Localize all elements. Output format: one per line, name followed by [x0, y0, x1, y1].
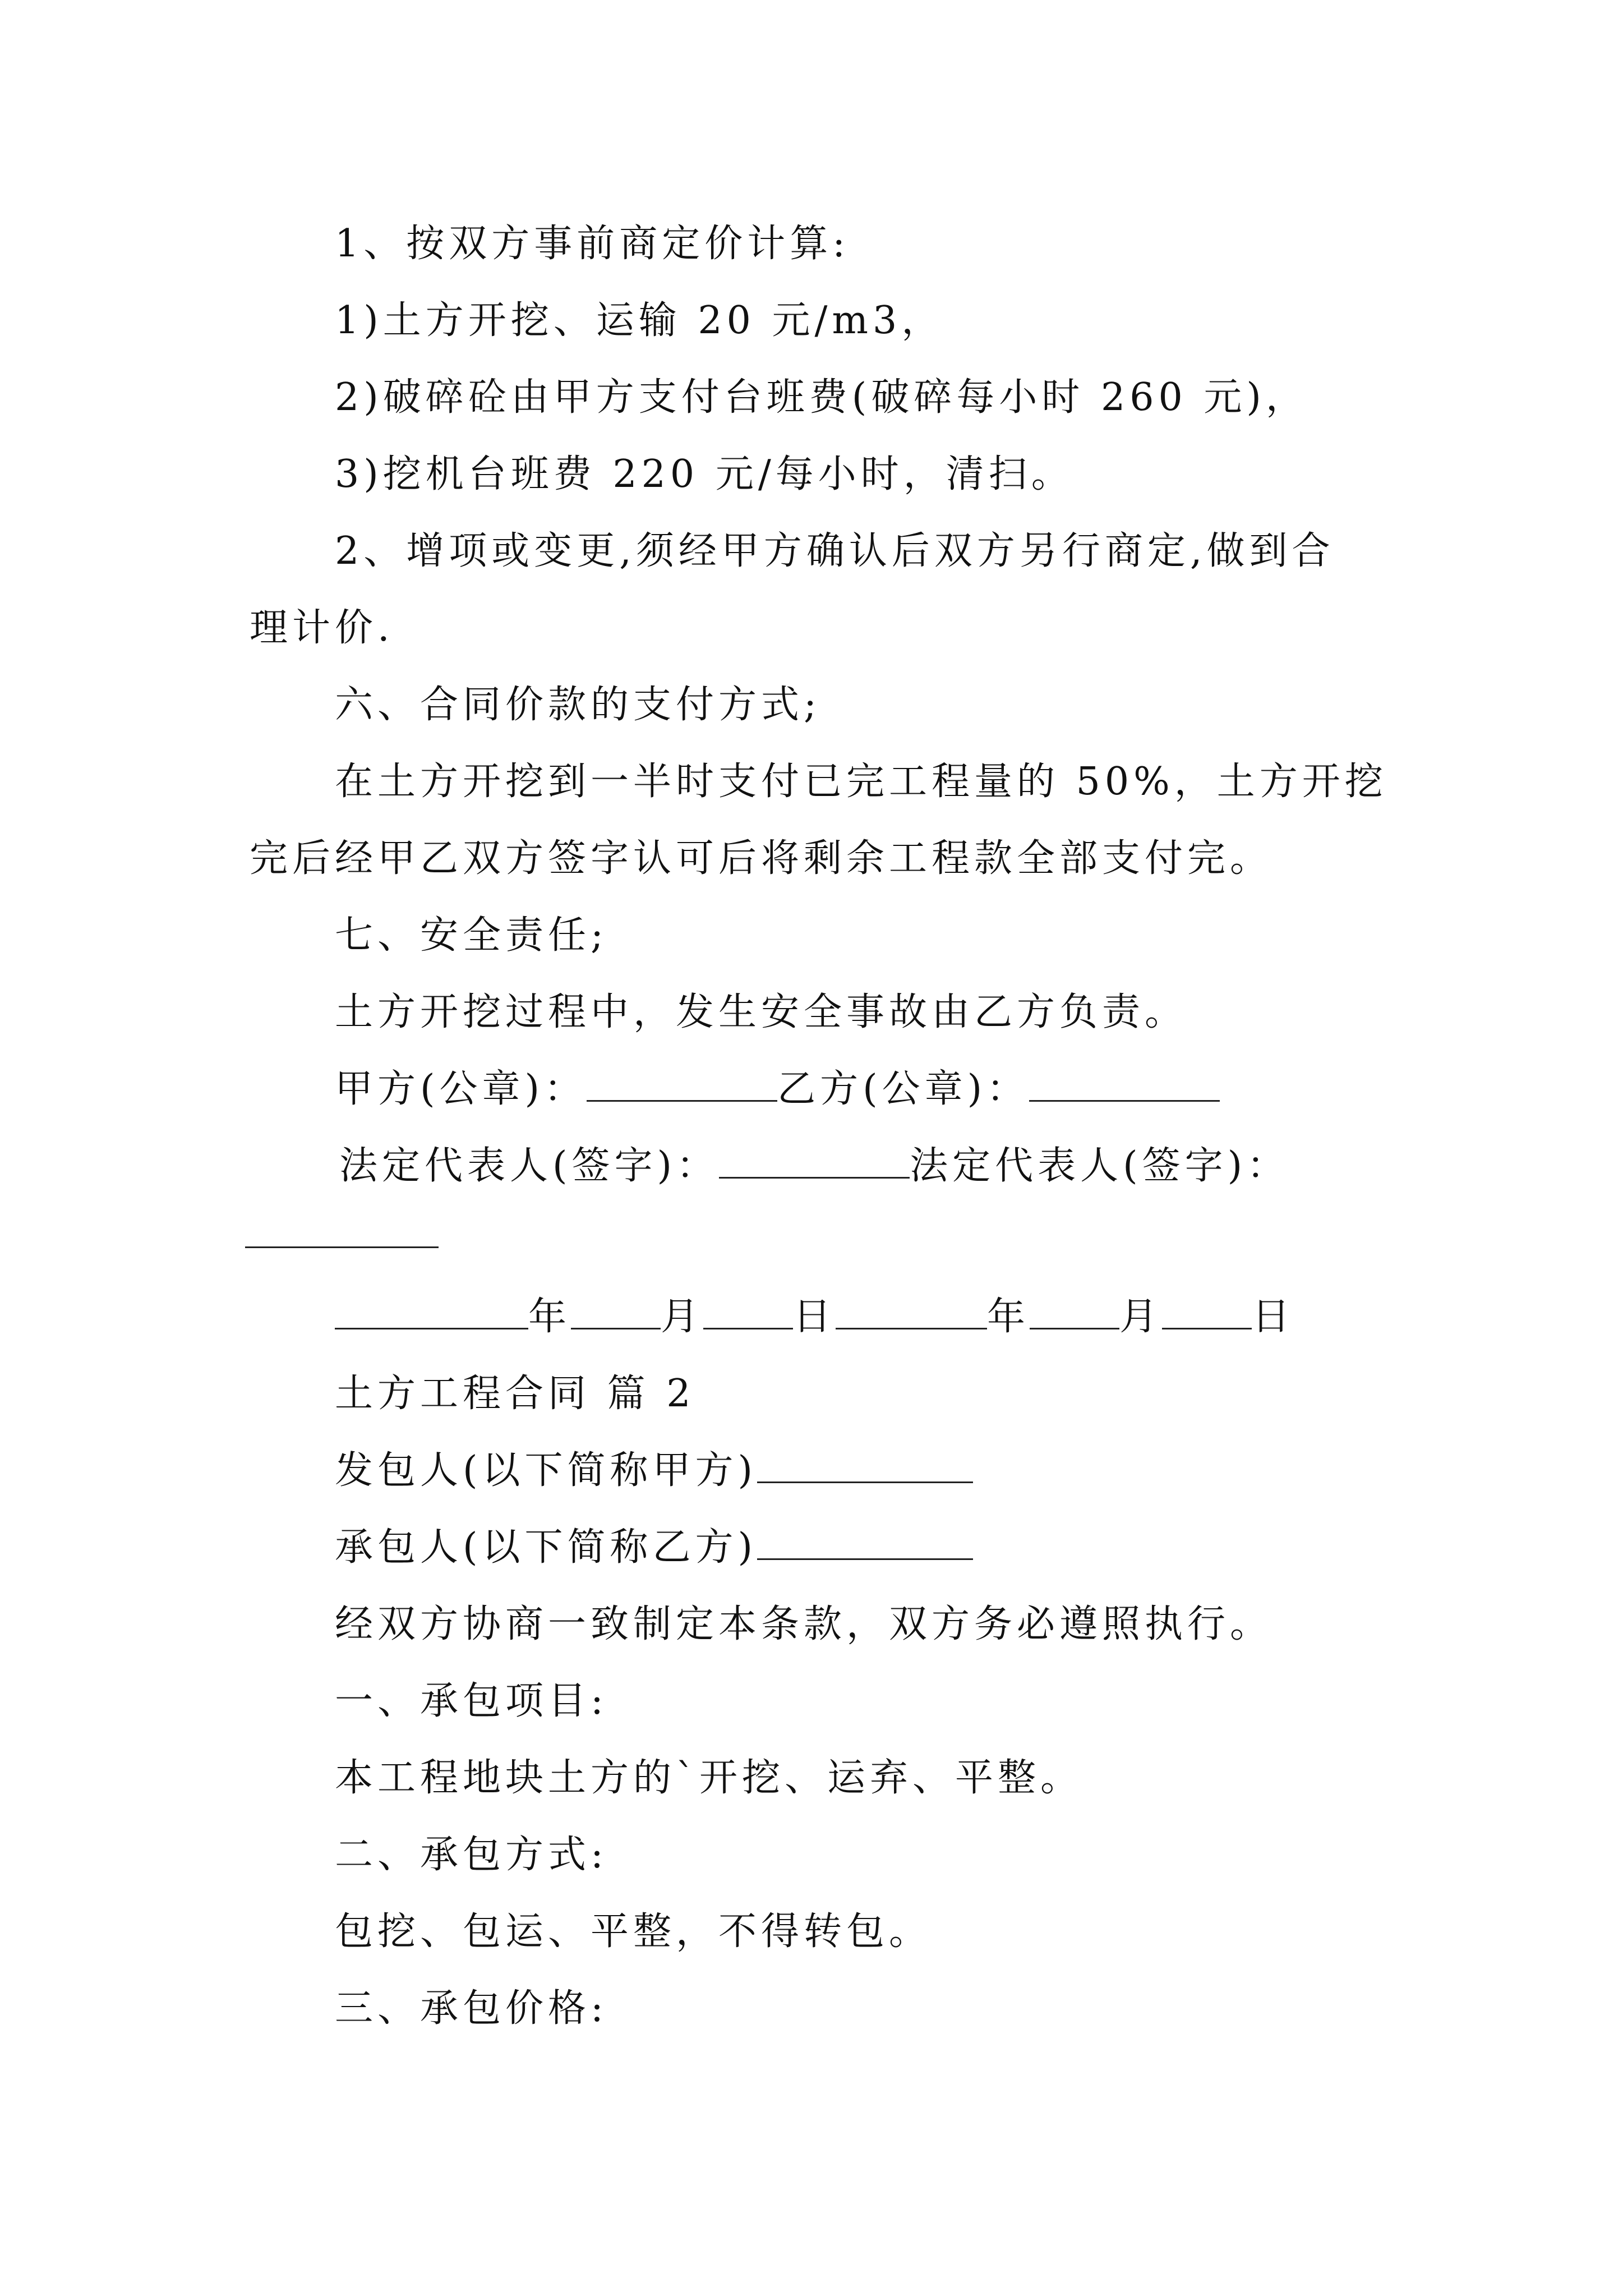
contract-item-1-title: 一、承包项目:	[335, 1679, 608, 1723]
party-b-seal-blank[interactable]	[1029, 1069, 1220, 1102]
contract-item-1-body: 本工程地块土方的`开挖、运弃、平整。	[335, 1756, 1083, 1800]
change-clause-line-2: 理计价.	[250, 606, 394, 650]
rep-b-blank[interactable]	[245, 1246, 439, 1248]
employer-row	[335, 1448, 973, 1493]
change-clause-line-1: 2、增项或变更,须经甲方确认后双方另行商定,做到合	[335, 529, 1335, 573]
date-a-year-blank[interactable]	[335, 1296, 528, 1329]
payment-heading: 六、合同价款的支付方式;	[335, 683, 821, 727]
date-a-year-label: 年	[528, 1295, 571, 1339]
rep-a-label: 法定代表人(签字)：	[339, 1144, 720, 1188]
party-a-seal-label: 甲方(公章)：	[335, 1067, 587, 1111]
date-b-year-blank[interactable]	[836, 1296, 987, 1329]
section-2-title: 土方工程合同 篇 2	[335, 1372, 695, 1416]
party-b-seal-label: 乙方(公章)：	[777, 1067, 1030, 1111]
agreement-statement: 经双方协商一致制定本条款，双方务必遵照执行。	[335, 1602, 1273, 1646]
safety-clause: 土方开挖过程中，发生安全事故由乙方负责。	[335, 990, 1188, 1034]
date-a-month-label: 月	[661, 1295, 704, 1339]
date-b-day-blank[interactable]	[1162, 1296, 1252, 1329]
contract-item-2-title: 二、承包方式:	[335, 1833, 608, 1877]
employer-blank[interactable]	[757, 1450, 973, 1483]
pricing-heading: 1、按双方事前商定价计算:	[335, 222, 850, 266]
contractor-blank[interactable]	[757, 1527, 973, 1560]
contractor-label: 承包人(以下简称乙方)	[335, 1525, 758, 1570]
date-a-day-blank[interactable]	[703, 1296, 793, 1329]
pricing-item-1: 1)土方开挖、运输 20 元/m3，	[335, 298, 944, 343]
date-b-month-blank[interactable]	[1030, 1296, 1119, 1329]
pricing-item-2: 2)破碎砼由甲方支付台班费(破碎每小时 260 元)，	[335, 375, 1308, 420]
party-a-seal-blank[interactable]	[587, 1069, 777, 1102]
date-b-month-label: 月	[1119, 1295, 1163, 1339]
date-b-day-label: 日	[1252, 1295, 1295, 1339]
contract-item-2-body: 包挖、包运、平整，不得转包。	[335, 1910, 932, 1954]
date-row	[335, 1295, 1294, 1340]
contractor-row	[335, 1525, 973, 1570]
pricing-item-3: 3)挖机台班费 220 元/每小时，清扫。	[335, 452, 1074, 496]
date-a-day-label: 日	[793, 1295, 836, 1339]
employer-label: 发包人(以下简称甲方)	[335, 1448, 758, 1493]
representative-row	[339, 1144, 1289, 1189]
payment-clause-line-2: 完后经甲乙双方签字认可后将剩余工程款全部支付完。	[250, 836, 1273, 881]
contract-item-3-title: 三、承包价格:	[335, 1986, 608, 2031]
party-seal-row	[335, 1067, 1220, 1112]
rep-a-blank[interactable]	[719, 1145, 910, 1179]
date-b-year-label: 年	[987, 1295, 1030, 1339]
payment-clause-line-1: 在土方开挖到一半时支付已完工程量的 50%，土方开挖	[335, 760, 1387, 804]
rep-b-label: 法定代表人(签字)：	[910, 1144, 1290, 1188]
safety-heading: 七、安全责任;	[335, 913, 608, 958]
date-a-month-blank[interactable]	[571, 1296, 661, 1329]
